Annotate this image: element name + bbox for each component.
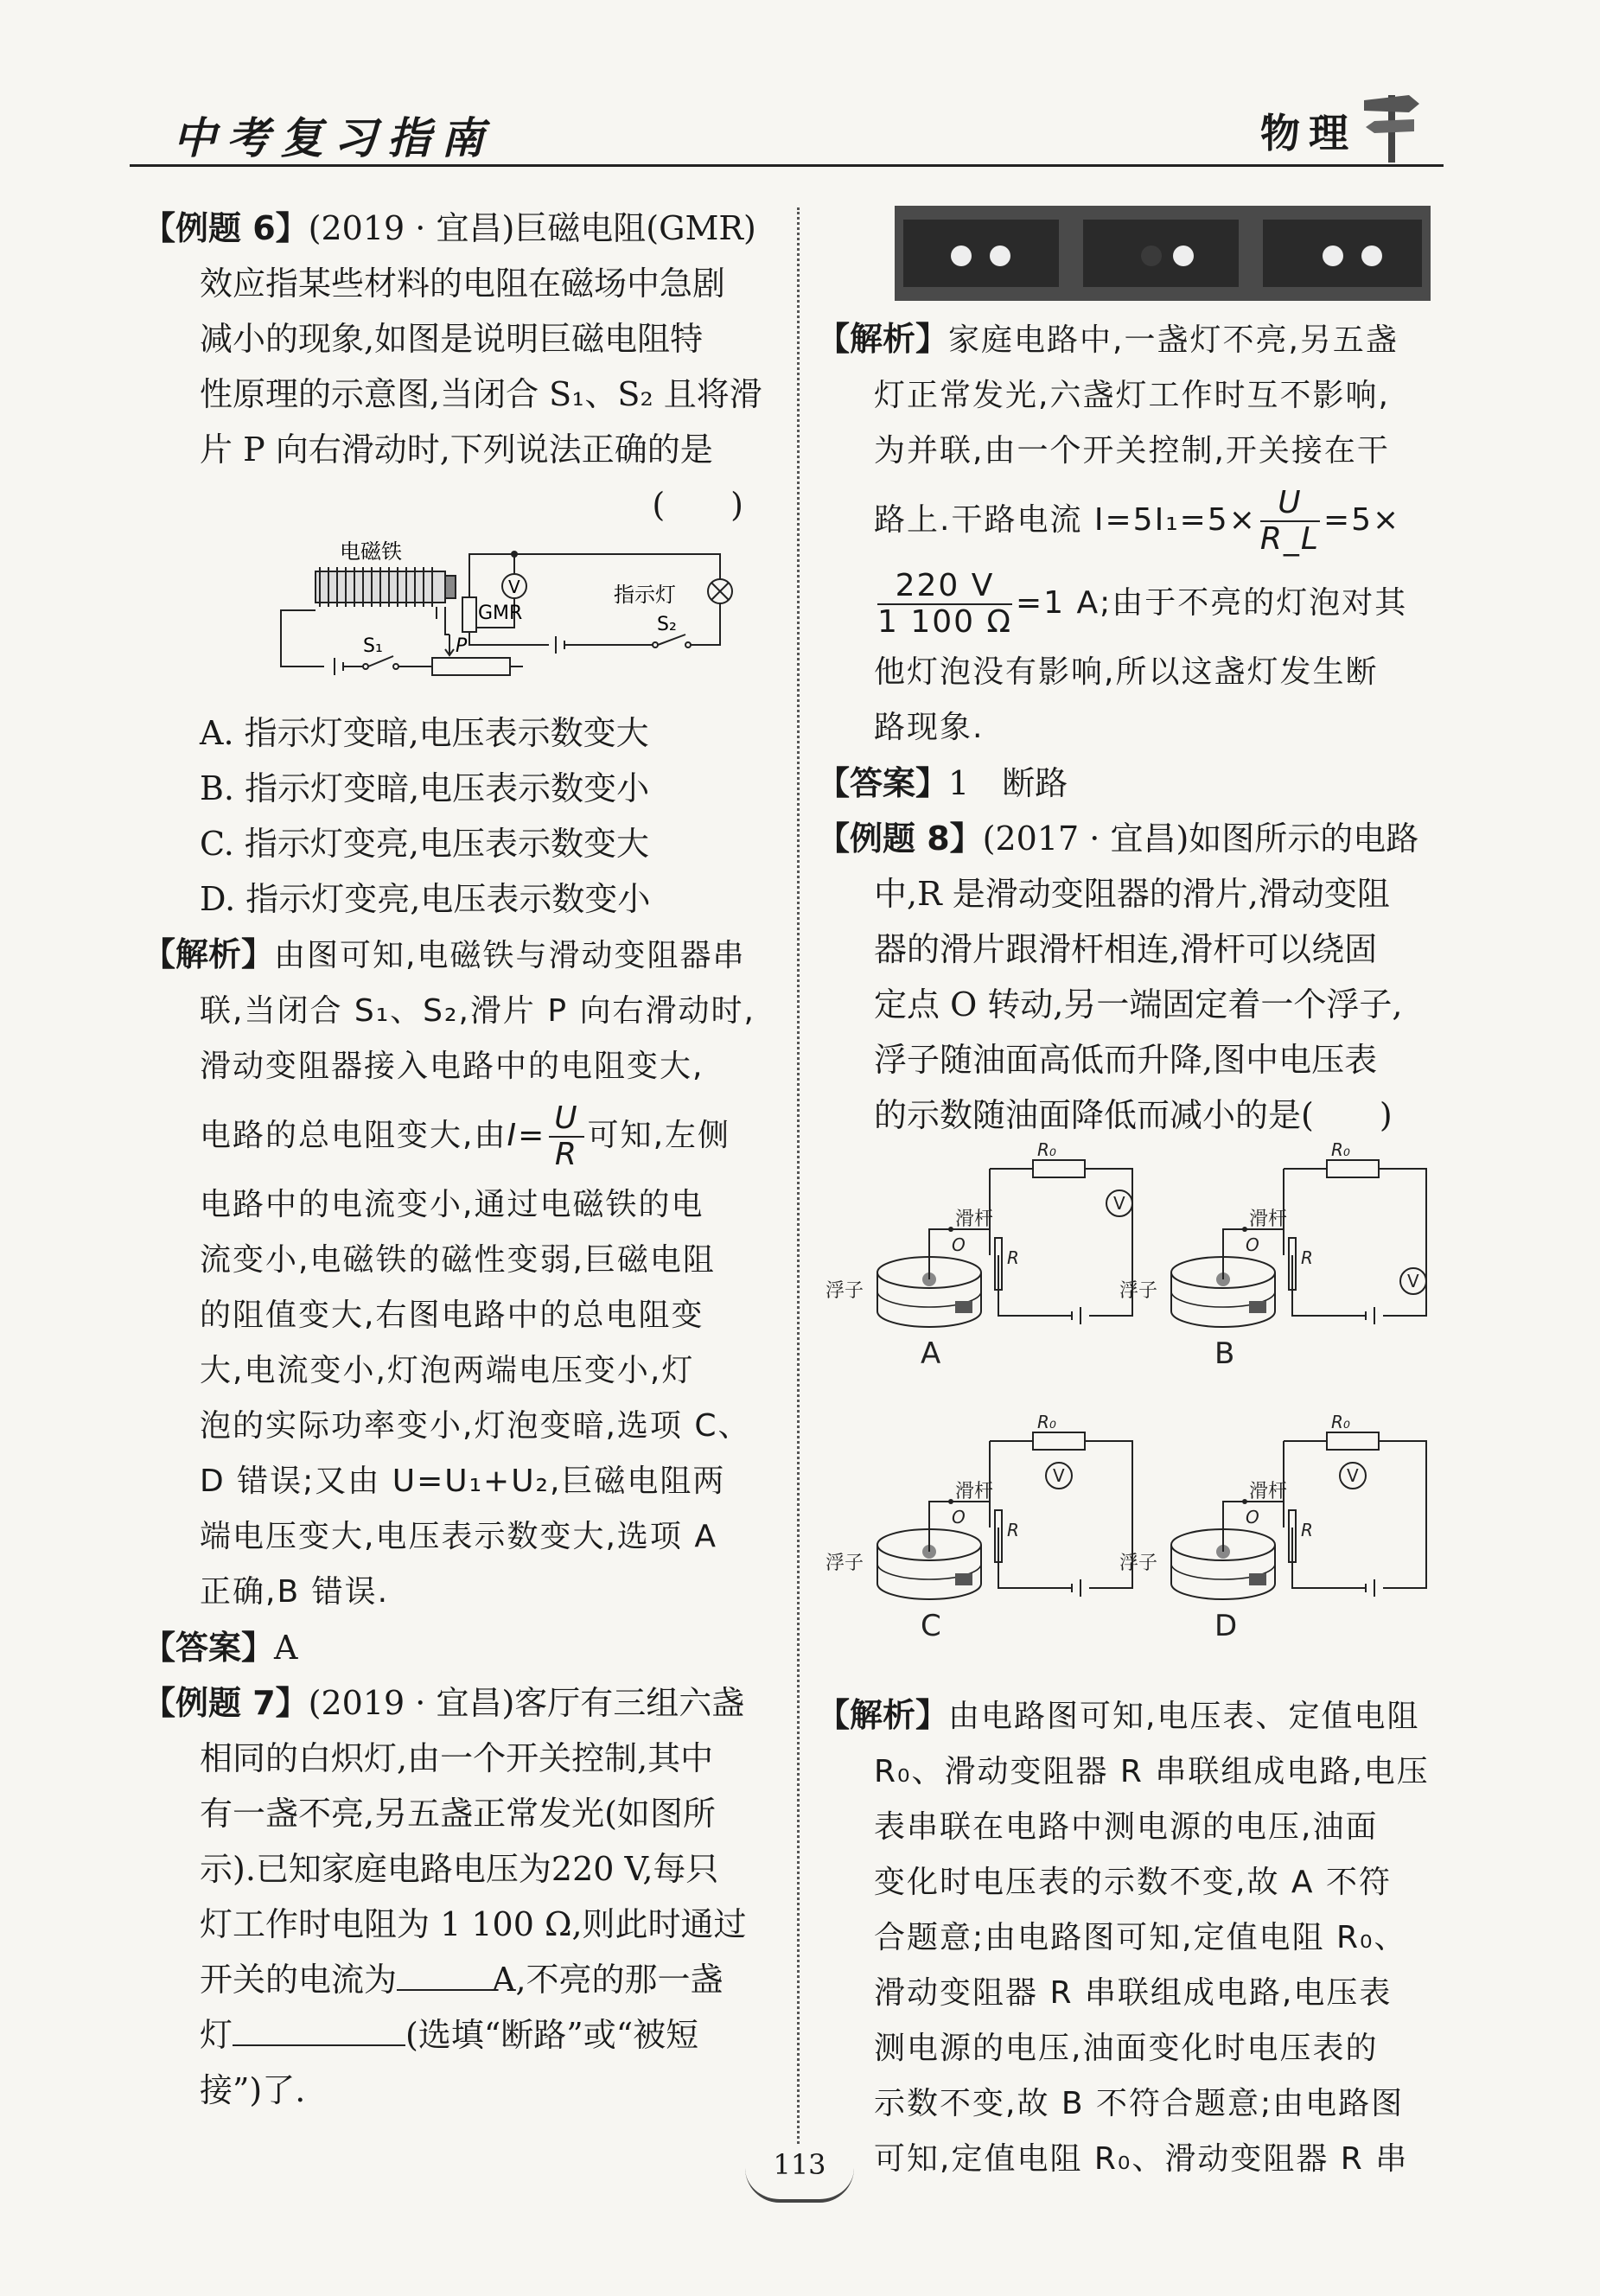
column-divider xyxy=(797,207,800,2144)
float-label: 浮子 xyxy=(1119,1280,1158,1302)
slider-label: P xyxy=(456,635,468,657)
gmr-circuit-figure xyxy=(143,533,769,705)
rod-label: 滑杆 xyxy=(1249,1209,1288,1230)
left-column: 【例题 6】(2019 · 宜昌)巨磁电阻(GMR) 效应指某些材料的电阻在磁场中急剧 减小的现象,如图是说明巨磁电阻特 性原理的示意图,当闭合 S₁、S₂ 且将滑 片 P 向右滑动时,下列说法正确的是 ( ) 电磁铁 GMR V 指示灯 S₁ S₂ P A. 指示灯变暗,电压表示数变大 B. 指示灯变暗,电压表示数变小 C. 指示灯变亮,电压表示数变大 D. 指示灯变亮,电压表示数变小 【解析】由图可知,电磁铁与滑动变阻器串 联,当闭合 S₁、S₂,滑片 P 向右滑动时, 滑动变阻器接入电路中的电阻变大, 电路的总电阻变大,由I= $\frac{U}{R}$ 可知,左侧 电路中的电流变小,通过电磁铁的电 流变小,电磁铁的磁性变弱,巨磁电阻 的阻值变大,右图电路中的总电阻变 大,电流变小,灯泡两端电压变小,灯 泡的实际功率变小,灯泡变暗,选项 C、 D 错误;又由 U=U₁+U₂,巨磁电阻两 端电压变大,电压表示数变大,选项 A 正确,B 错误. 【答案】A 【例题 7】(2019 · 宜昌)客厅有三组六盏 相同的白炽灯,由一个开关控制,其中 有一盏不亮,另五盏正常发光(如图所 示).已知家庭电路电压为220 V,每只 灯工作时电阻为 1 100 Ω,则此时通过 开关的电流为 A,不亮的那一盏 灯 (选填“断路”或“被短 接”)了. xyxy=(143,201,769,2118)
s2-label: S₂ xyxy=(657,614,677,635)
figure-letter: A xyxy=(921,1336,941,1371)
example-8-tag: 【例题 8】 xyxy=(817,820,983,858)
fault-answer-blank xyxy=(233,2013,405,2046)
current-formula-line: 路上.干路电流 I=5I₁=5× $\frac{U}{R\_L}$ =5× xyxy=(874,485,1401,557)
header-rule xyxy=(130,164,1444,167)
r0-resistor xyxy=(1033,1160,1085,1177)
gmr-label: GMR xyxy=(478,603,523,624)
pivot-label: O xyxy=(1246,1507,1259,1527)
r0-label: R₀ xyxy=(1331,1139,1350,1160)
oil-gauge-figure-c xyxy=(825,1412,1132,1643)
example-6-tag: 【例题 6】 xyxy=(143,209,309,247)
lamp-photo xyxy=(895,206,1431,301)
option-b: B. 指示灯变暗,电压表示数变小 xyxy=(200,769,650,807)
example-8-analysis: 【解析】由电路图可知,电压表、定值电阻 xyxy=(817,1696,1420,1734)
option-a: A. 指示灯变暗,电压表示数变大 xyxy=(200,714,649,752)
figure-letter: D xyxy=(1214,1609,1238,1643)
r0-resistor xyxy=(1327,1432,1379,1450)
battery xyxy=(1072,1579,1080,1597)
r0-resistor xyxy=(1033,1432,1085,1450)
option-d: D. 指示灯变亮,电压表示数变小 xyxy=(200,880,651,918)
tank-valve xyxy=(955,1301,972,1313)
tank-valve xyxy=(955,1573,972,1585)
page-number-ornament xyxy=(745,2168,854,2203)
rheostat-label: R xyxy=(1007,1247,1019,1268)
example-7-tag: 【例题 7】 xyxy=(143,1684,309,1722)
pivot-o xyxy=(948,1499,953,1504)
figure-letter: C xyxy=(921,1609,941,1643)
pivot-o xyxy=(1242,1499,1247,1504)
pivot-o xyxy=(948,1227,953,1232)
battery xyxy=(1366,1307,1374,1324)
oil-gauge-figures xyxy=(825,1139,1452,1687)
electromagnet-label: 电磁铁 xyxy=(340,539,402,564)
oil-gauge-figure-b xyxy=(1119,1139,1426,1371)
lamp-label: 指示灯 xyxy=(614,583,676,607)
float-label: 浮子 xyxy=(1119,1553,1158,1574)
book-title: 中考复习指南 xyxy=(173,112,494,163)
oil-gauge-figure-d xyxy=(1119,1412,1426,1643)
pivot-label: O xyxy=(1246,1234,1259,1255)
example-7-question: 【例题 7】(2019 · 宜昌)客厅有三组六盏 xyxy=(143,1684,745,1722)
oil-gauge-figure-a xyxy=(825,1139,1132,1371)
r0-label: R₀ xyxy=(1037,1139,1056,1160)
rod-label: 滑杆 xyxy=(955,1481,994,1502)
float-label: 浮子 xyxy=(825,1280,864,1302)
voltmeter-label: V xyxy=(1347,1465,1359,1486)
r0-label: R₀ xyxy=(1331,1412,1350,1432)
voltmeter-label: V xyxy=(1053,1465,1065,1486)
pivot-o xyxy=(1242,1227,1247,1232)
example-8-question: 【例题 8】(2017 · 宜昌)如图所示的电路 xyxy=(817,820,1419,858)
option-c: C. 指示灯变亮,电压表示数变大 xyxy=(200,825,649,863)
rod-label: 滑杆 xyxy=(955,1209,994,1230)
example-7-analysis: 【解析】家庭电路中,一盏灯不亮,另五盏 xyxy=(817,320,1399,358)
float-label: 浮子 xyxy=(825,1553,864,1574)
current-answer-blank xyxy=(397,1958,492,1991)
rheostat-label: R xyxy=(1301,1247,1313,1268)
battery xyxy=(1072,1307,1080,1324)
answer-bracket: ( ) xyxy=(652,486,743,524)
rheostat-label: R xyxy=(1301,1520,1313,1540)
voltmeter-label: V xyxy=(1113,1193,1125,1214)
page-header xyxy=(130,95,1444,164)
right-column: 【解析】家庭电路中,一盏灯不亮,另五盏 灯正常发光,六盏灯工作时互不影响, 为并联,由一个开关控制,开关接在干 路上.干路电流 I=5I₁=5× $\frac{U}{R\_L}$ =5× $\frac{220 V}{1 100 \Omega}$ =1 A;由于不亮的灯泡对其 他灯泡没有影响,所以这盏灯发生断 路现象. 【答案】1 断路 【例题 8】(2017 · 宜昌)如图所示的电路 中,R 是滑动变阻器的滑片,滑动变阻 器的滑片跟滑杆相连,滑杆可以绕固 定点 O 转动,另一端固定着一个浮子, 浮子随油面高低而升降,图中电压表 的示数随油面降低而减小的是( ) V R₀ 滑杆 O R 浮子 A V R₀ 滑杆 O R 浮子 B V R₀ 滑杆 O R 浮子 C V R₀ 滑杆 O R 浮子 D 【解析】由电路图可知,电压表、定值电阻 R₀、滑动变阻器 R 串联组成电路,电压 表串联在电路中测电源的电压,油面 变化时电压表的示数不变,故 A 不符 合题意;由电路图可知,定值电阻 R₀、 滑动变阻器 R 串联组成电路,电压表 测电源的电压,油面变化时电压表的 示数不变,故 B 不符合题意;由电路图 可知,定值电阻 R₀、滑动变阻器 R 串 xyxy=(817,201,1452,2187)
tank-valve xyxy=(1249,1301,1266,1313)
example-6-analysis: 【解析】由图可知,电磁铁与滑动变阻器串 xyxy=(143,935,746,973)
figure-letter: B xyxy=(1214,1336,1235,1371)
voltmeter-label: V xyxy=(1407,1271,1419,1292)
signpost-icon xyxy=(1357,86,1426,164)
r0-resistor xyxy=(1327,1160,1379,1177)
r0-label: R₀ xyxy=(1037,1412,1056,1432)
ohm-law-line: 电路的总电阻变大,由I= $\frac{U}{R}$ 可知,左侧 xyxy=(200,1100,731,1172)
pivot-label: O xyxy=(952,1234,966,1255)
ohm-fraction: $\frac{U}{R}$ xyxy=(549,1101,583,1172)
battery xyxy=(1366,1579,1374,1597)
example-7-answer: 【答案】1 断路 xyxy=(817,764,1068,802)
page-number: 113 xyxy=(773,2148,826,2181)
s1-label: S₁ xyxy=(363,635,383,657)
example-6-question: 【例题 6】(2019 · 宜昌)巨磁电阻(GMR) xyxy=(143,209,756,247)
rod-label: 滑杆 xyxy=(1249,1481,1288,1502)
voltmeter-label: V xyxy=(508,577,520,597)
pivot-label: O xyxy=(952,1507,966,1527)
rheostat-label: R xyxy=(1007,1520,1019,1540)
current-value-line: $\frac{220 V}{1 100 \Omega}$ =1 A;由于不亮的灯泡对其 xyxy=(877,568,1408,640)
circuit-right-wire xyxy=(1379,1441,1426,1588)
example-6-answer: 【答案】A xyxy=(143,1629,298,1667)
tank-valve xyxy=(1249,1573,1266,1585)
subject-title: 物理 xyxy=(1260,110,1357,156)
